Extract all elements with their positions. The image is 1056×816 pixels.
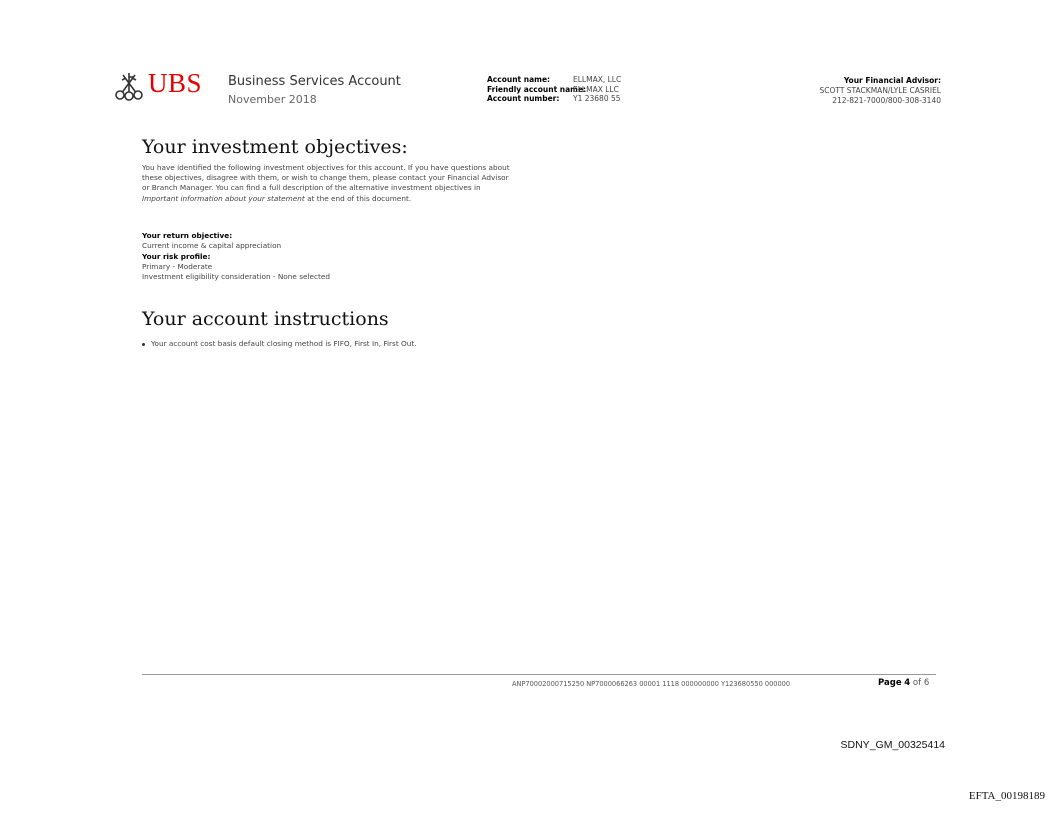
friendly-name-value: ELLMAX LLC <box>573 84 619 94</box>
bates-number-secondary: EFTA_00198189 <box>968 790 1045 802</box>
bullet-icon <box>142 343 145 346</box>
logo-wordmark: UBS <box>148 68 203 98</box>
return-objective-value: Current income & capital appreciation <box>142 241 282 250</box>
risk-profile-value: Primary - Moderate <box>142 262 213 271</box>
page-total: of 6 <box>912 678 930 688</box>
keys-icon <box>113 70 145 102</box>
account-number-label: Account number: <box>487 94 560 103</box>
account-info-block <box>487 75 657 105</box>
page-indicator <box>878 678 929 688</box>
objectives-paragraph-text: You have identified the following investment objectives for this account. If you have questions about these objectives, disagree with them, or wish to change them, please contact your Financial Advisor or Branch Manager. You can find a full description of the alternative investment objectives in <box>142 163 510 193</box>
ubs-logo <box>113 70 203 106</box>
important-info-reference: Important information about your statement <box>142 193 305 203</box>
risk-profile-label: Your risk profile: <box>142 252 211 261</box>
return-objective-label: Your return objective: <box>142 231 233 240</box>
objectives-paragraph-tail: at the end of this document. <box>307 193 412 203</box>
financial-advisor-block <box>819 76 941 106</box>
account-name-label: Account name: <box>487 75 551 84</box>
page-number: 4 <box>904 678 911 688</box>
financial-advisor-phone: 212-821-7000/800-308-3140 <box>832 96 941 105</box>
objectives-heading: Your investment objectives: <box>142 136 408 158</box>
financial-advisor-names: SCOTT STACKMAN/LYLE CASRIEL <box>819 86 941 95</box>
footer-statement-code: ANP70002000715250 NP7000066263 00001 1118 000000000 Y123680550 000000 <box>512 680 791 688</box>
bates-number-primary: SDNY_GM_00325414 <box>840 739 945 751</box>
objectives-paragraph <box>142 163 512 204</box>
investment-eligibility: Investment eligibility consideration - None selected <box>142 272 330 281</box>
statement-period: November 2018 <box>228 93 317 106</box>
account-name-value: ELLMAX, LLC <box>573 75 622 84</box>
financial-advisor-title: Your Financial Advisor: <box>843 76 941 85</box>
instructions-heading: Your account instructions <box>142 308 389 330</box>
account-number-value: Y1 23680 55 <box>573 94 621 103</box>
page-label: Page <box>878 678 902 688</box>
instructions-list-item <box>142 339 417 348</box>
instruction-text: Your account cost basis default closing method is FIFO, First In, First Out. <box>151 339 417 348</box>
friendly-name-label: Friendly account name: <box>487 84 587 94</box>
account-type-title: Business Services Account <box>228 74 401 89</box>
footer-divider <box>142 674 936 675</box>
